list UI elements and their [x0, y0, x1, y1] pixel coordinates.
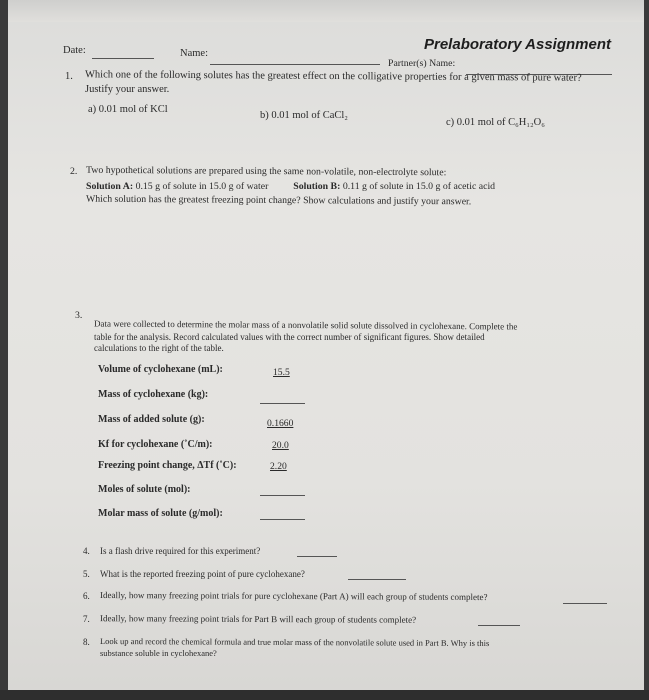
background-edge [0, 690, 649, 700]
q4-text: Is a flash drive required for this experiment? [100, 546, 261, 556]
table-row-label: Volume of cyclohexane (mL): [98, 364, 223, 375]
q2-text: Two hypothetical solutions are prepared using the same non-volatile, non-electrolyte solute: [85, 164, 447, 179]
q5-answer-blank[interactable] [348, 578, 406, 580]
table-row-label: Moles of solute (mol): [98, 484, 191, 495]
molar-mass-blank[interactable] [260, 518, 305, 520]
q1-option-c: c) 0.01 mol of C₆H₁₂O₆ [446, 117, 545, 128]
name-field[interactable] [210, 63, 380, 65]
solution-a-label: Solution A: [86, 181, 134, 192]
q8-text-2: substance soluble in cyclohexane? [100, 648, 217, 658]
worksheet-page [8, 0, 644, 690]
q6-number: 6. [83, 591, 90, 601]
table-row-label: Molar mass of solute (g/mol): [98, 508, 223, 519]
solution-b-text: 0.11 g of solute in 15.0 g of acetic acid [342, 181, 496, 192]
table-row-value: 20.0 [272, 440, 289, 451]
partner-label: Partner(s) Name: [388, 58, 456, 69]
page-title: Prelaboratory Assignment [424, 36, 611, 53]
q5-text: What is the reported freezing point of pure cyclohexane? [100, 569, 305, 579]
q7-text: Ideally, how many freezing point trials for Part B will each group of students complete? [99, 613, 417, 625]
q8-number: 8. [83, 637, 90, 647]
solution-a-text: 0.15 g of solute in 15.0 g of water [135, 181, 269, 192]
q1-option-b: b) 0.01 mol of CaCl₂ [260, 110, 348, 121]
date-field[interactable] [92, 57, 154, 59]
q1-justify: Justify your answer. [85, 84, 170, 95]
moles-solute-blank[interactable] [260, 494, 305, 496]
q1-number: 1. [65, 71, 73, 82]
table-row-value: 2.20 [270, 461, 287, 472]
q3-text-3: calculations to the right of the table. [94, 343, 224, 353]
table-row-value: 0.1660 [267, 418, 294, 429]
table-row-label: Kf for cyclohexane (˚C/m): [98, 439, 213, 450]
q1-option-a: a) 0.01 mol of KCl [88, 104, 168, 115]
q8-text-1: Look up and record the chemical formula and true molar mass of the nonvolatile solute used in Part B. Why is this [99, 635, 490, 649]
table-row-label: Mass of cyclohexane (kg): [98, 389, 209, 400]
q1-text: Which one of the following solutes has the greatest effect on the colligative properties for a given mass of pure water? [84, 69, 582, 84]
q7-answer-blank[interactable] [478, 624, 520, 626]
solution-b-label: Solution B: [293, 181, 341, 192]
date-label: Date: [63, 45, 86, 56]
q6-text: Ideally, how many freezing point trials for pure cyclohexane (Part A) will each group of students complete? [99, 589, 488, 603]
q6-answer-blank[interactable] [563, 602, 607, 604]
q3-text-2: table for the analysis. Record calculated values with the correct number of significant figures. Show detailed [94, 332, 485, 342]
q3-text-1: Data were collected to determine the molar mass of a nonvolatile solid solute dissolved in cyclohexane. Complete the [93, 318, 518, 332]
q7-number: 7. [83, 614, 90, 624]
q2-solutions [86, 181, 495, 192]
table-row-label: Freezing point change, ΔTf (˚C): [98, 460, 237, 471]
q4-number: 4. [83, 546, 90, 556]
q2-question: Which solution has the greatest freezing point change? Show calculations and justify your answer. [85, 193, 472, 208]
mass-cyclohexane-blank[interactable] [260, 402, 305, 404]
q2-number: 2. [70, 166, 78, 177]
table-row-value: 15.5 [273, 367, 290, 378]
page-shadow [8, 0, 644, 22]
q3-number: 3. [75, 310, 83, 321]
q5-number: 5. [83, 569, 90, 579]
q4-answer-blank[interactable] [297, 555, 337, 557]
name-label: Name: [180, 48, 208, 59]
table-row-label: Mass of added solute (g): [98, 414, 205, 425]
